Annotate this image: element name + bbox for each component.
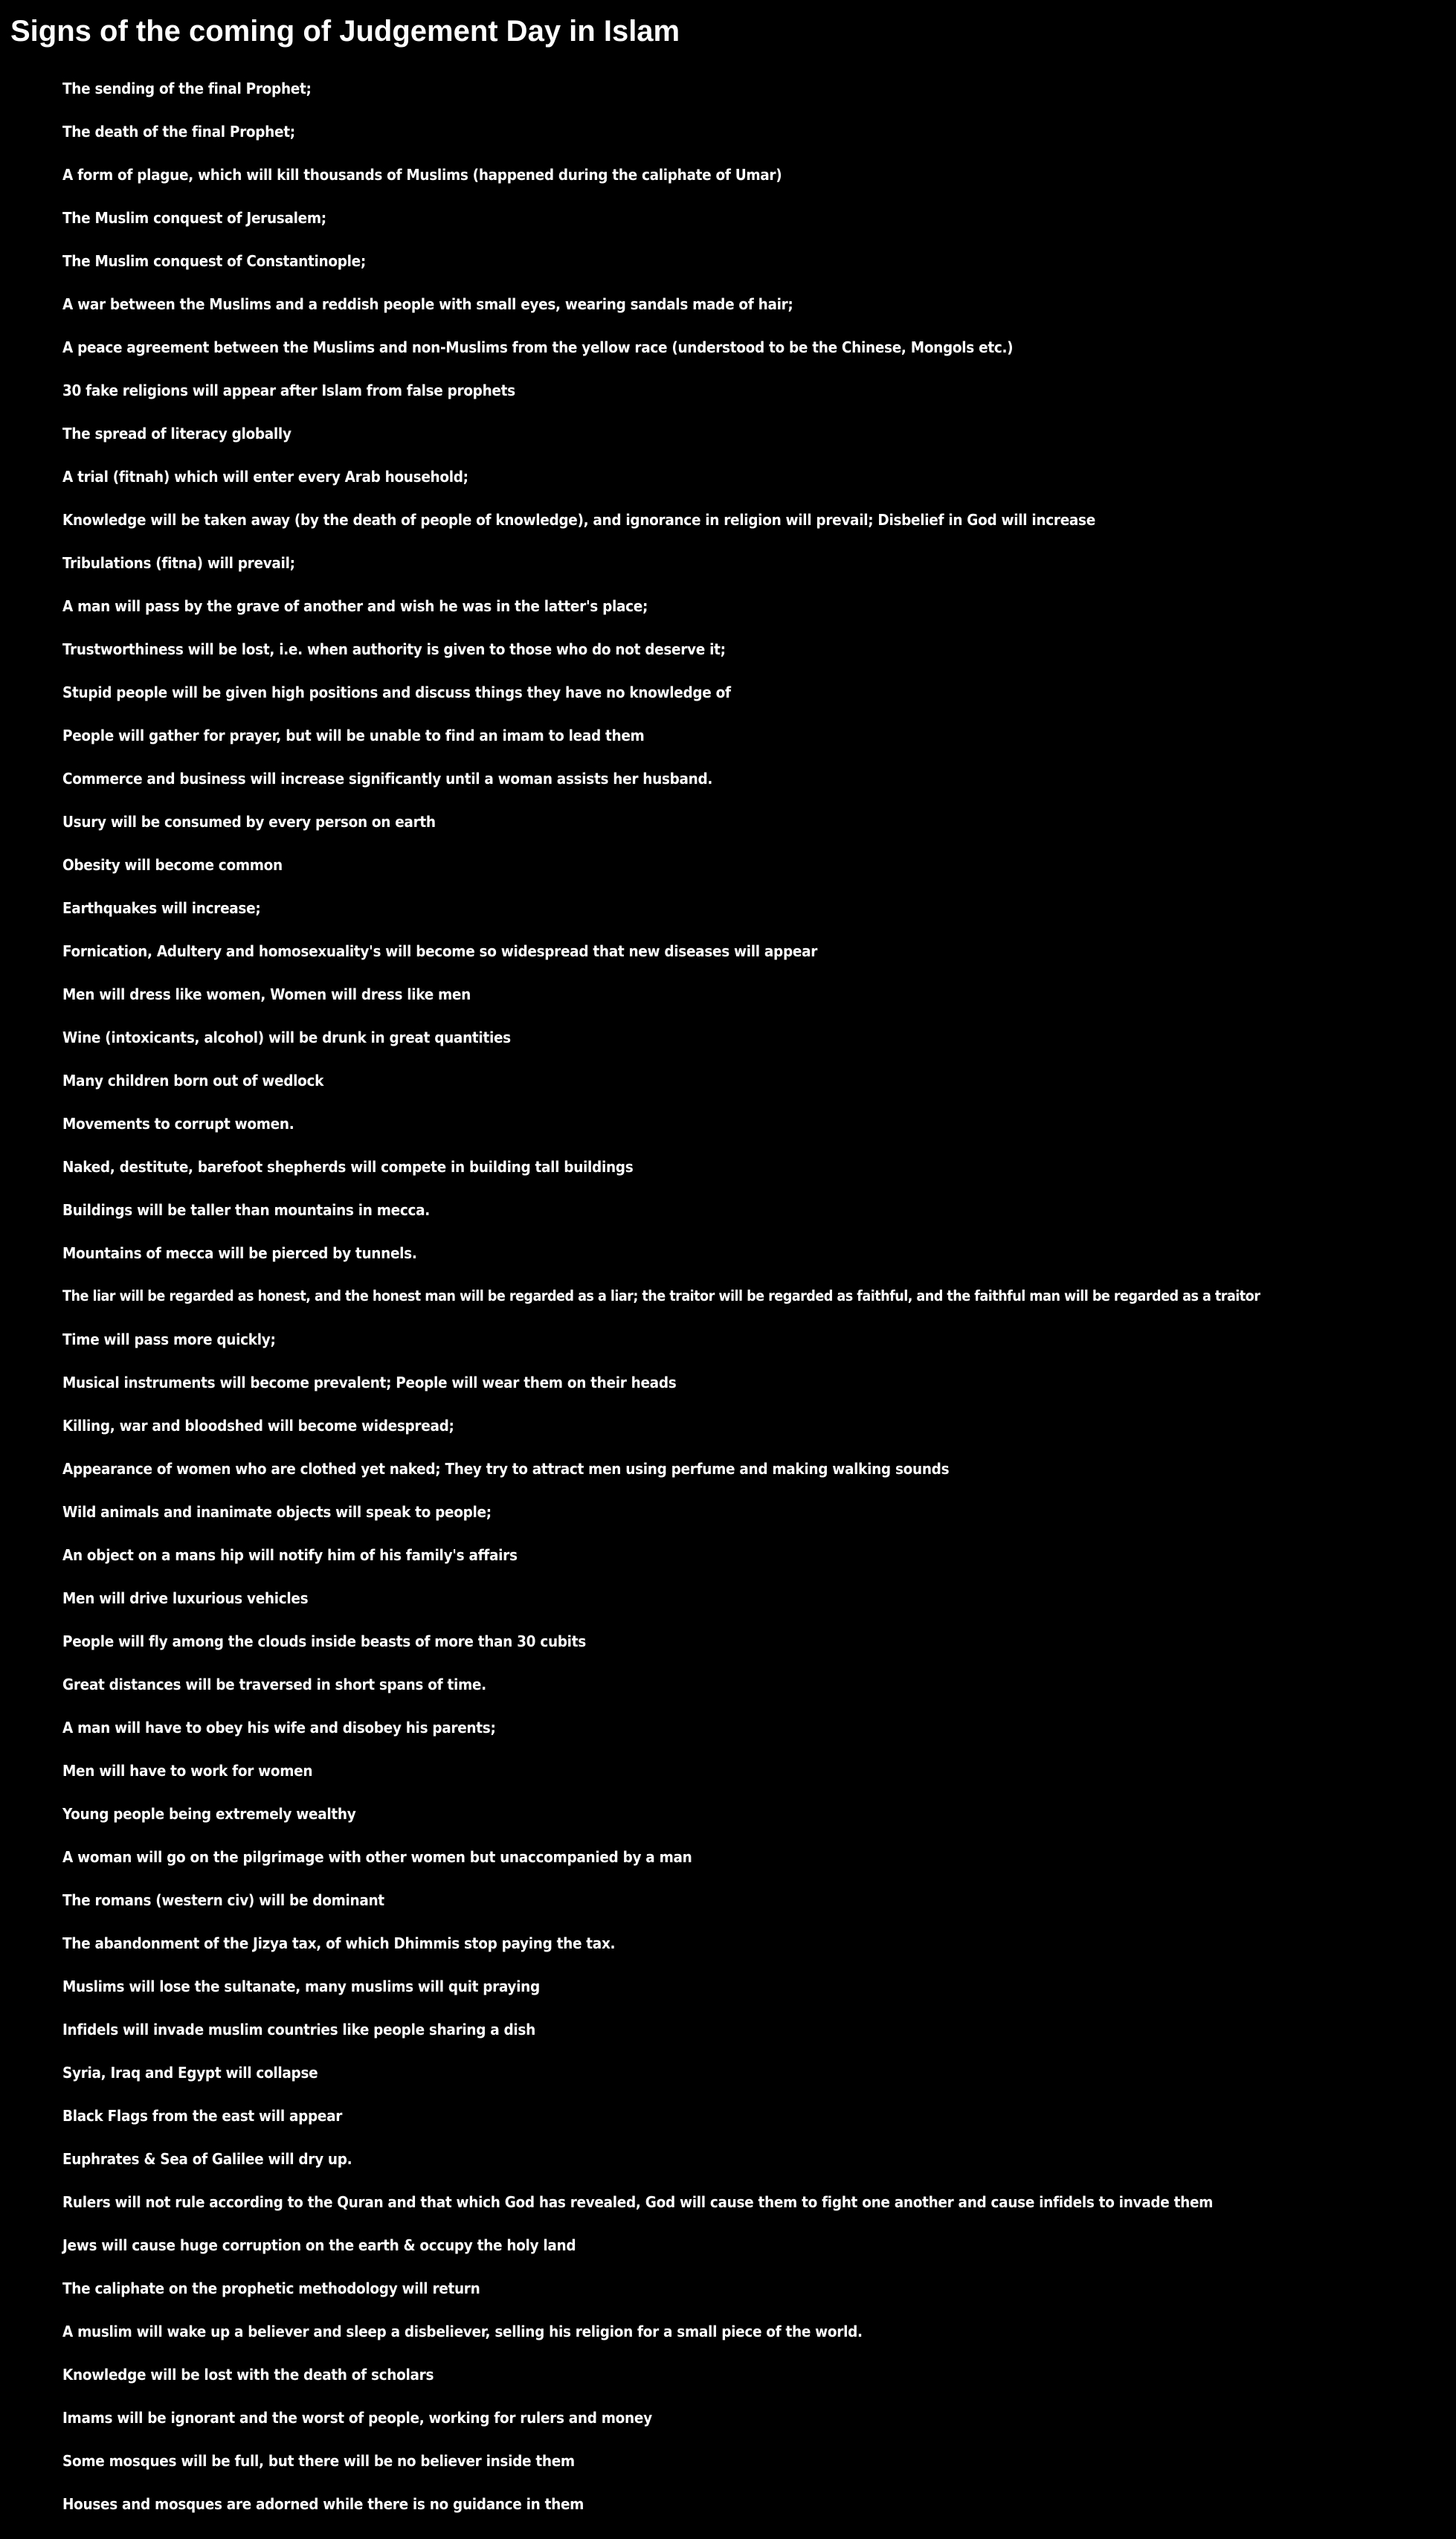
list-item: Movements to corrupt women. — [62, 1115, 294, 1133]
list-item: Naked, destitute, barefoot shepherds will compete in building tall buildings — [62, 1158, 634, 1176]
list-item: The romans (western civ) will be dominant — [62, 1891, 384, 1909]
list-item: Earthquakes will increase; — [62, 899, 261, 917]
list-item: Young people being extremely wealthy — [62, 1805, 356, 1823]
list-item: An object on a mans hip will notify him of his family's affairs — [62, 1546, 518, 1564]
list-item: Musical instruments will become prevalent; People will wear them on their heads — [62, 1374, 677, 1391]
list-item: The abandonment of the Jizya tax, of which Dhimmis stop paying the tax. — [62, 1934, 616, 1952]
list-item: Black Flags from the east will appear — [62, 2107, 343, 2125]
signs-list — [62, 74, 1260, 2533]
list-item: A woman will go on the pilgrimage with other women but unaccompanied by a man — [62, 1848, 692, 1866]
list-item: Infidels will invade muslim countries like people sharing a dish — [62, 2021, 535, 2038]
list-item: Trustworthiness will be lost, i.e. when authority is given to those who do not deserve it; — [62, 640, 726, 658]
list-item: Muslims will lose the sultanate, many muslims will quit praying — [62, 1978, 540, 1995]
list-item: Buildings will be taller than mountains in mecca. — [62, 1201, 430, 1219]
list-item: Commerce and business will increase significantly until a woman assists her husband. — [62, 770, 713, 788]
list-item: Wild animals and inanimate objects will speak to people; — [62, 1503, 492, 1521]
list-item: Knowledge will be lost with the death of scholars — [62, 2366, 434, 2384]
list-item: Rulers will not rule according to the Quran and that which God has revealed, God will cause them to fight one another and cause infidels to invade them — [62, 2193, 1214, 2211]
list-item: A form of plague, which will kill thousands of Muslims (happened during the caliphate of Umar) — [62, 166, 782, 184]
list-item: A peace agreement between the Muslims and non-Muslims from the yellow race (understood to be the Chinese, Mongols etc.) — [62, 338, 1014, 356]
page-title: Signs of the coming of Judgement Day in Islam — [10, 15, 680, 48]
list-item: The caliphate on the prophetic methodology will return — [62, 2279, 480, 2297]
list-item: Appearance of women who are clothed yet naked; They try to attract men using perfume and making walking sounds — [62, 1460, 950, 1478]
list-item: Men will dress like women, Women will dress like men — [62, 985, 471, 1003]
list-item: Usury will be consumed by every person on earth — [62, 813, 436, 831]
list-item: The sending of the final Prophet; — [62, 80, 312, 97]
list-item: The death of the final Prophet; — [62, 123, 295, 141]
list-item: People will fly among the clouds inside beasts of more than 30 cubits — [62, 1632, 586, 1650]
list-item: The Muslim conquest of Constantinople; — [62, 252, 366, 270]
list-item: A man will pass by the grave of another and wish he was in the latter's place; — [62, 597, 648, 615]
list-item: Syria, Iraq and Egypt will collapse — [62, 2064, 318, 2082]
list-item: Time will pass more quickly; — [62, 1330, 276, 1348]
list-item: Some mosques will be full, but there will be no believer inside them — [62, 2452, 575, 2470]
list-item: A trial (fitnah) which will enter every Arab household; — [62, 468, 468, 486]
list-item: Great distances will be traversed in short spans of time. — [62, 1676, 486, 1693]
list-item: Mountains of mecca will be pierced by tunnels. — [62, 1244, 417, 1262]
list-item: Killing, war and bloodshed will become widespread; — [62, 1417, 454, 1435]
list-item: Tribulations (fitna) will prevail; — [62, 554, 295, 572]
list-item: The spread of literacy globally — [62, 425, 291, 443]
list-item: 30 fake religions will appear after Islam from false prophets — [62, 382, 515, 399]
list-item: The liar will be regarded as honest, and the honest man will be regarded as a liar; the traitor will be regarded as faithful, and the faithful man will be regarded as a traitor — [62, 1287, 1260, 1304]
list-item: Obesity will become common — [62, 856, 283, 874]
list-item: Imams will be ignorant and the worst of people, working for rulers and money — [62, 2409, 652, 2427]
list-item: The Muslim conquest of Jerusalem; — [62, 209, 326, 227]
list-item: Many children born out of wedlock — [62, 1072, 324, 1090]
list-item: Jews will cause huge corruption on the earth & occupy the holy land — [62, 2236, 576, 2254]
list-item: Wine (intoxicants, alcohol) will be drunk in great quantities — [62, 1029, 511, 1046]
list-item: Houses and mosques are adorned while there is no guidance in them — [62, 2495, 584, 2513]
list-item: Men will drive luxurious vehicles — [62, 1589, 309, 1607]
list-item: Stupid people will be given high positions and discuss things they have no knowledge of — [62, 683, 731, 701]
list-item: Euphrates & Sea of Galilee will dry up. — [62, 2150, 352, 2168]
list-item: A war between the Muslims and a reddish people with small eyes, wearing sandals made of hair; — [62, 295, 793, 313]
list-item: Fornication, Adultery and homosexuality's will become so widespread that new diseases will appear — [62, 942, 818, 960]
list-item: Men will have to work for women — [62, 1762, 313, 1780]
list-item: People will gather for prayer, but will be unable to find an imam to lead them — [62, 727, 645, 744]
list-item: Knowledge will be taken away (by the death of people of knowledge), and ignorance in religion will prevail; Disbelief in God will increase — [62, 511, 1095, 529]
list-item: A muslim will wake up a believer and sleep a disbeliever, selling his religion for a small piece of the world. — [62, 2323, 863, 2340]
list-item: A man will have to obey his wife and disobey his parents; — [62, 1719, 496, 1737]
